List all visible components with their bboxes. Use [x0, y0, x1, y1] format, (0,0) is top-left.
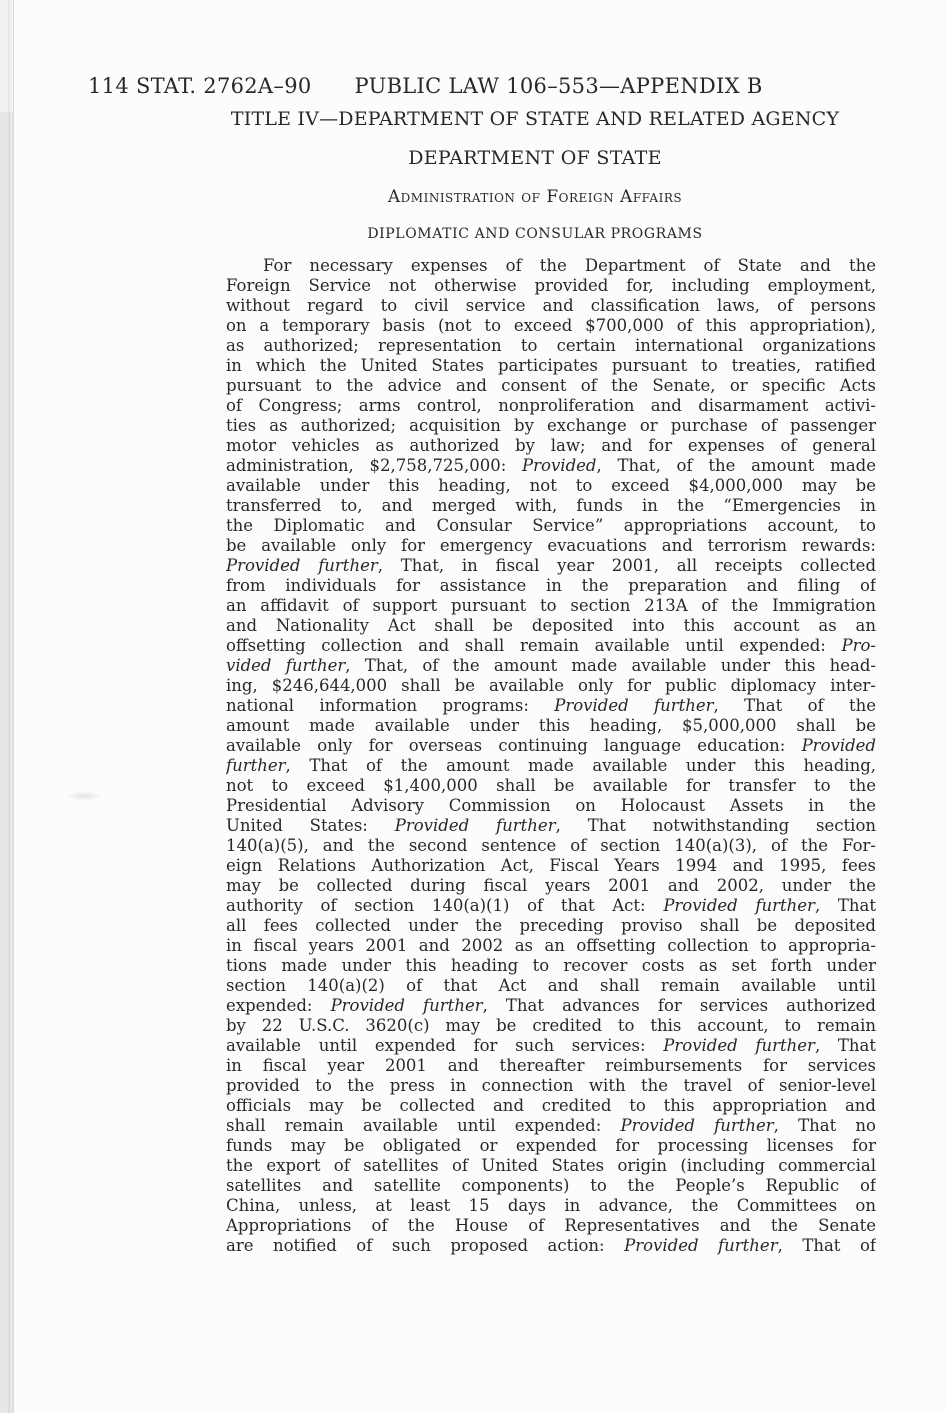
text-line	[226, 996, 876, 1016]
statute-plain-text: Presidential Advisory Commission on Holocaust Assets in the	[226, 796, 876, 815]
statute-plain-text: in fiscal year 2001 and thereafter reimbursements for services	[226, 1056, 876, 1075]
statute-plain-text: 140(a)(5), and the second sentence of section 140(a)(3), of the For-	[226, 836, 876, 855]
statute-plain-text: available under this heading, not to exceed $4,000,000 may be	[226, 476, 876, 495]
scan-edge-line	[8, 0, 10, 1413]
text-line	[226, 856, 876, 876]
text-line	[226, 896, 876, 916]
proviso-italic-text: Pro-	[841, 636, 876, 655]
text-line	[226, 1076, 876, 1096]
text-line	[226, 676, 876, 696]
proviso-italic-text: Provided further	[663, 896, 815, 915]
statute-plain-text: and Nationality Act shall be deposited into this account as an	[226, 616, 876, 635]
text-line	[226, 776, 876, 796]
statute-plain-text: For necessary expenses of the Department of State and the	[263, 256, 876, 275]
statute-plain-text: not to exceed $1,400,000 shall be available for transfer to the	[226, 776, 876, 795]
statute-plain-text: , That no	[773, 1116, 876, 1135]
text-line	[226, 1016, 876, 1036]
statute-plain-text: transferred to, and merged with, funds in the “Emergencies in	[226, 496, 876, 515]
page-header	[88, 74, 763, 98]
statute-plain-text: , That	[814, 1036, 876, 1055]
statute-plain-text: motor vehicles as authorized by law; and for expenses of general	[226, 436, 876, 455]
text-line	[226, 636, 876, 656]
statute-plain-text: on a temporary basis (not to exceed $700,000 of this appropriation),	[226, 316, 876, 335]
text-line	[226, 756, 876, 776]
statute-plain-text: ing, $246,644,000 shall be available only for public diplomacy inter-	[226, 676, 876, 695]
statute-plain-text: , That advances for services authorized	[482, 996, 876, 1015]
text-line	[226, 416, 876, 436]
text-line	[226, 316, 876, 336]
text-line	[226, 296, 876, 316]
scan-edge	[0, 0, 14, 1413]
statute-plain-text: pursuant to the advice and consent of the Senate, or specific Acts	[226, 376, 876, 395]
statute-plain-text: , That	[814, 896, 876, 915]
text-line	[226, 956, 876, 976]
statute-plain-text: are notified of such proposed action:	[226, 1236, 625, 1255]
statute-plain-text: of Congress; arms control, nonproliferation and disarmament activi-	[226, 396, 876, 415]
text-line	[226, 916, 876, 936]
text-line	[226, 656, 876, 676]
law-citation: PUBLIC LAW 106–553—APPENDIX B	[354, 74, 763, 98]
statute-plain-text: all fees collected under the preceding proviso shall be deposited	[226, 916, 876, 935]
text-line	[226, 796, 876, 816]
text-line	[226, 1036, 876, 1056]
statute-plain-text: , That of the	[713, 696, 876, 715]
text-line	[226, 1176, 876, 1196]
statute-plain-text: as authorized; representation to certain international organizations	[226, 336, 876, 355]
text-line	[226, 816, 876, 836]
statute-plain-text: , That notwithstanding section	[555, 816, 876, 835]
text-line	[226, 396, 876, 416]
statute-plain-text: United States:	[226, 816, 395, 835]
text-line	[226, 976, 876, 996]
statute-plain-text: available only for overseas continuing language education:	[226, 736, 802, 755]
statute-plain-text: in fiscal years 2001 and 2002 as an offsetting collection to appropria-	[226, 936, 876, 955]
proviso-italic-text: Provided further	[663, 1036, 815, 1055]
title-heading: TITLE IV—DEPARTMENT OF STATE AND RELATED AGENCY	[230, 108, 840, 130]
program-heading: DIPLOMATIC AND CONSULAR PROGRAMS	[367, 226, 703, 242]
statute-plain-text: funds may be obligated or expended for processing licenses for	[226, 1136, 876, 1155]
statute-plain-text: , That, of the amount made available under this head-	[345, 656, 876, 675]
department-heading: DEPARTMENT OF STATE	[408, 147, 662, 169]
text-line	[226, 556, 876, 576]
statute-plain-text: , That, in fiscal year 2001, all receipts collected	[377, 556, 876, 575]
proviso-italic-text: Provided further	[554, 696, 714, 715]
statute-plain-text: provided to the press in connection with the travel of senior-level	[226, 1076, 876, 1095]
proviso-italic-text: Provided	[801, 736, 876, 755]
text-line	[226, 1216, 876, 1236]
statute-plain-text: Appropriations of the House of Representatives and the Senate	[226, 1216, 876, 1235]
text-line	[226, 1056, 876, 1076]
text-line	[226, 1116, 876, 1136]
text-line	[226, 376, 876, 396]
statute-plain-text: , That of	[777, 1236, 876, 1255]
proviso-italic-text: Provided further	[330, 996, 483, 1015]
statute-plain-text: officials may be collected and credited to this appropriation and	[226, 1096, 876, 1115]
text-line	[226, 1156, 876, 1176]
text-line	[226, 1096, 876, 1116]
statute-plain-text: without regard to civil service and classification laws, of persons	[226, 296, 876, 315]
text-line	[226, 516, 876, 536]
text-line	[226, 336, 876, 356]
statute-plain-text: an affidavit of support pursuant to section 213A of the Immigration	[226, 596, 876, 615]
text-line	[226, 436, 876, 456]
statute-plain-text: eign Relations Authorization Act, Fiscal Years 1994 and 1995, fees	[226, 856, 876, 875]
proviso-italic-text: Provided	[522, 456, 597, 475]
statute-plain-text: expended:	[226, 996, 331, 1015]
statute-plain-text: , That, of the amount made	[596, 456, 876, 475]
proviso-italic-text: Provided further	[624, 1236, 778, 1255]
text-line	[226, 836, 876, 856]
text-line	[226, 496, 876, 516]
statute-plain-text: be available only for emergency evacuations and terrorism rewards:	[226, 536, 876, 555]
text-line	[226, 876, 876, 896]
statute-plain-text: Foreign Service not otherwise provided for, including employment,	[226, 276, 876, 295]
text-line	[226, 616, 876, 636]
statute-plain-text: , That of the amount made available under this heading,	[285, 756, 876, 775]
scan-smudge	[66, 791, 102, 801]
statute-plain-text: may be collected during fiscal years 2001 and 2002, under the	[226, 876, 876, 895]
stat-citation: 114 STAT. 2762A–90	[88, 74, 312, 98]
statute-plain-text: available until expended for such services:	[226, 1036, 664, 1055]
proviso-italic-text: further	[226, 756, 286, 775]
statute-plain-text: satellites and satellite components) to the People’s Republic of	[226, 1176, 876, 1195]
statute-plain-text: national information programs:	[226, 696, 555, 715]
statute-plain-text: China, unless, at least 15 days in advance, the Committees on	[226, 1196, 876, 1215]
text-line	[226, 476, 876, 496]
statute-plain-text: by 22 U.S.C. 3620(c) may be credited to this account, to remain	[226, 1016, 876, 1035]
text-line	[226, 1236, 876, 1256]
administration-heading: Administration of Foreign Affairs	[387, 187, 683, 207]
text-line	[226, 356, 876, 376]
text-line	[226, 276, 876, 296]
text-line	[226, 596, 876, 616]
proviso-italic-text: Provided further	[226, 556, 378, 575]
statute-plain-text: amount made available under this heading, $5,000,000 shall be	[226, 716, 876, 735]
statute-plain-text: the export of satellites of United States origin (including commercial	[226, 1156, 876, 1175]
text-line	[226, 1136, 876, 1156]
text-line	[226, 696, 876, 716]
statute-plain-text: tions made under this heading to recover costs as set forth under	[226, 956, 876, 975]
statute-plain-text: section 140(a)(2) of that Act and shall remain available until	[226, 976, 876, 995]
text-line	[226, 716, 876, 736]
scan-edge-top	[0, 0, 13, 112]
text-line	[226, 576, 876, 596]
proviso-italic-text: Provided further	[620, 1116, 774, 1135]
proviso-italic-text: Provided further	[394, 816, 556, 835]
proviso-italic-text: vided further	[226, 656, 346, 675]
text-line	[226, 1196, 876, 1216]
statute-plain-text: authority of section 140(a)(1) of that Act:	[226, 896, 664, 915]
text-line	[226, 256, 876, 276]
statute-plain-text: offsetting collection and shall remain available until expended:	[226, 636, 842, 655]
statute-plain-text: the Diplomatic and Consular Service” appropriations account, to	[226, 516, 876, 535]
text-line	[226, 536, 876, 556]
statute-text	[226, 256, 876, 1256]
text-line	[226, 456, 876, 476]
statute-plain-text: administration, $2,758,725,000:	[226, 456, 523, 475]
statute-plain-text: in which the United States participates pursuant to treaties, ratified	[226, 356, 876, 375]
text-line	[226, 936, 876, 956]
statute-plain-text: ties as authorized; acquisition by exchange or purchase of passenger	[226, 416, 876, 435]
text-line	[226, 736, 876, 756]
statute-plain-text: from individuals for assistance in the preparation and filing of	[226, 576, 876, 595]
statute-plain-text: shall remain available until expended:	[226, 1116, 621, 1135]
